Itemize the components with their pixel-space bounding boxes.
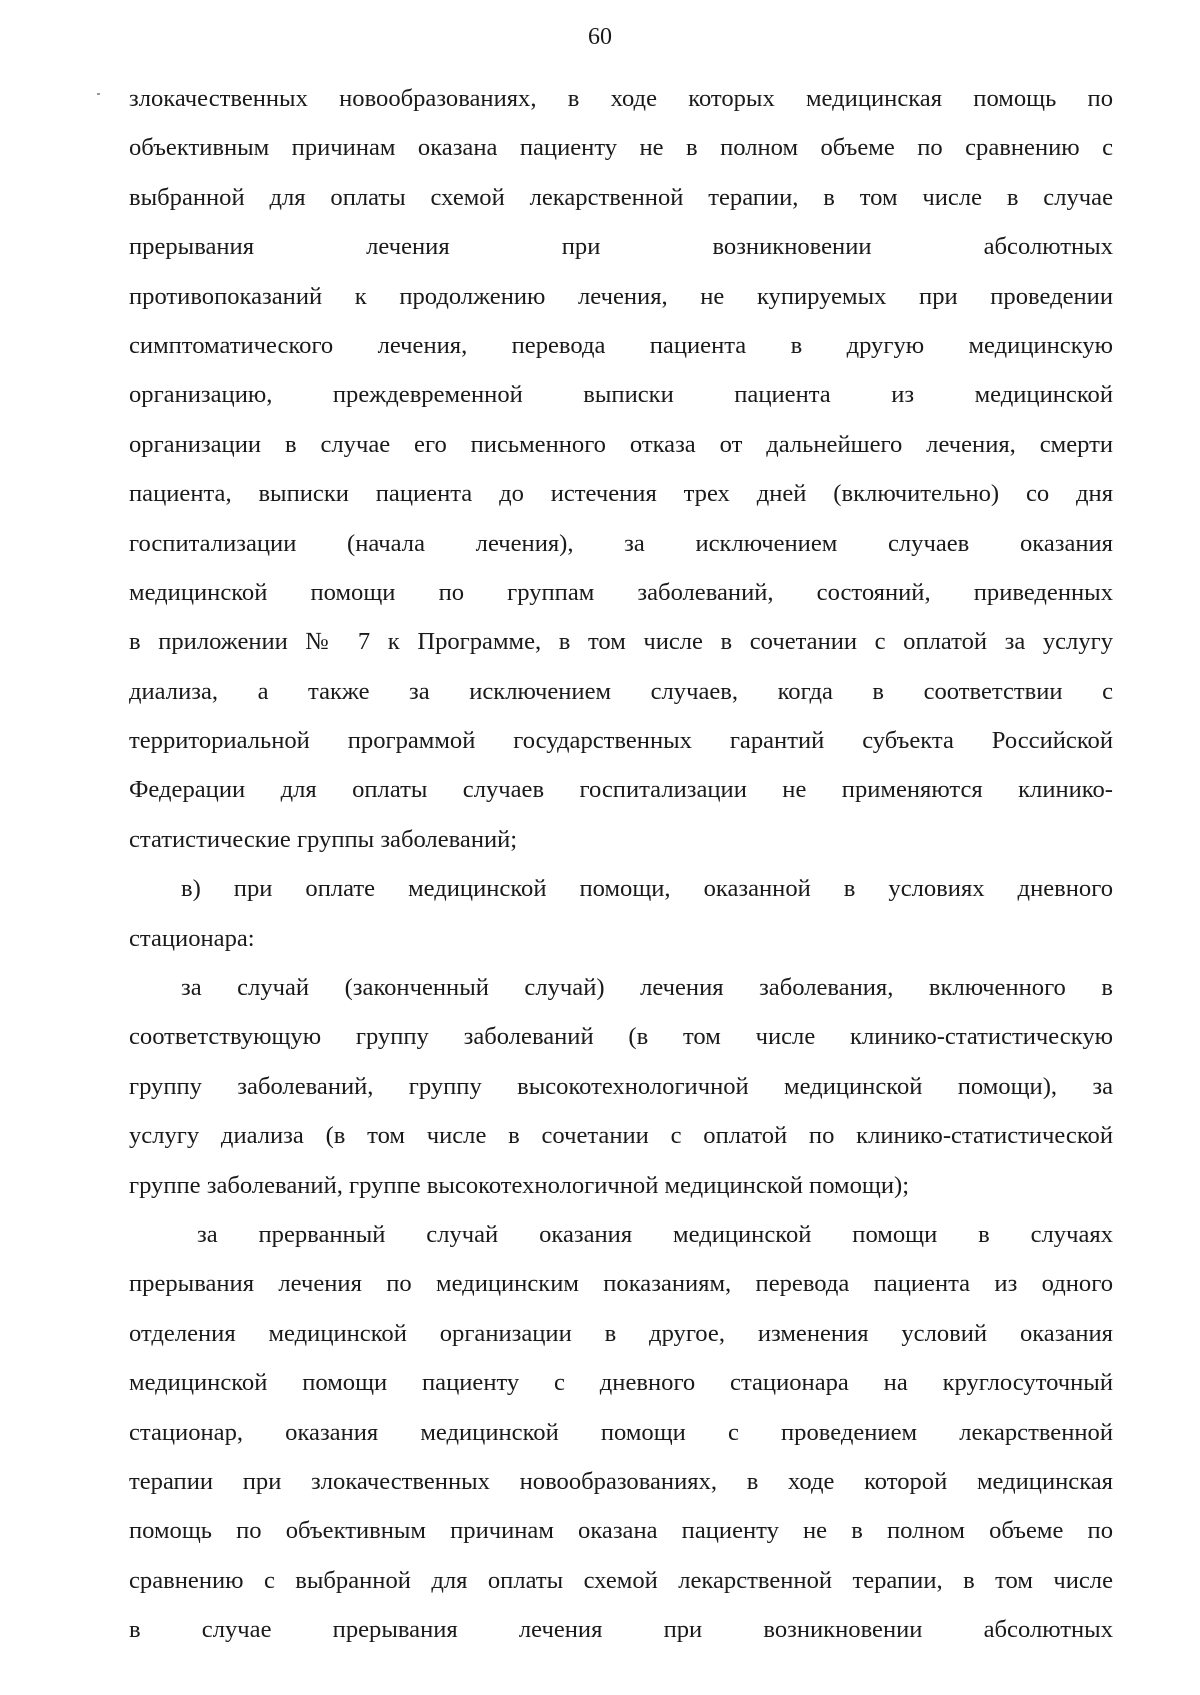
text-line: стационара: [129,924,255,952]
paragraph-interrupted-case [129,1210,1113,1655]
text-line: злокачественных новообразованиях, в ходе которых медицинская помощь по [129,85,1113,112]
text-line: Федерации для оплаты случаев госпитализации не применяются клинико- [129,776,1113,804]
text-line: объективным причинам оказана пациенту не в полном объеме по сравнению с [129,134,1113,162]
text-line: за случай (законченный случай) лечения заболевания, включенного в [181,974,1113,1002]
text-line: организации в случае его письменного отказа от дальнейшего лечения, смерти [129,430,1113,458]
text-line: медицинской помощи по группам заболеваний, состояний, приведенных [129,578,1113,606]
text-line: за прерванный случай оказания медицинской помощи в случаях [197,1220,1113,1248]
text-line: группе заболеваний, группе высокотехнологичной медицинской помощи); [129,1171,910,1199]
text-line: услугу диализа (в том числе в сочетании с оплатой по клинико-статистической [129,1122,1113,1150]
text-line: статистические группы заболеваний; [129,825,518,853]
document-body [129,74,1113,1655]
scan-artifact [97,93,100,95]
text-line: сравнению с выбранной для оплаты схемой лекарственной терапии, в том числе [129,1566,1113,1594]
text-line: выбранной для оплаты схемой лекарственной терапии, в том числе в случае [129,183,1113,211]
text-line: в приложении № 7 к Программе, в том числе в сочетании с оплатой за услугу [129,628,1113,656]
text-line: отделения медицинской организации в другое, изменения условий оказания [129,1319,1113,1347]
paragraph-item-v [129,864,1113,963]
text-line: помощь по объективным причинам оказана пациенту не в полном объеме по [129,1517,1113,1545]
text-line: терапии при злокачественных новообразованиях, в ходе которой медицинская [129,1467,1113,1495]
text-line: соответствующую группу заболеваний (в том числе клинико-статистическую [129,1023,1113,1051]
paragraph-completed-case [129,963,1113,1210]
paragraph-continuation [129,74,1113,864]
page-number: 60 [588,24,612,50]
text-line: стационар, оказания медицинской помощи с проведением лекарственной [129,1418,1113,1446]
text-line: прерывания лечения по медицинским показаниям, перевода пациента из одного [129,1270,1113,1298]
text-line: пациента, выписки пациента до истечения трех дней (включительно) со дня [129,480,1113,508]
text-line: медицинской помощи пациенту с дневного стационара на круглосуточный [129,1369,1113,1397]
text-line: группу заболеваний, группу высокотехнологичной медицинской помощи), за [129,1072,1113,1100]
text-line: симптоматического лечения, перевода пациента в другую медицинскую [129,331,1113,359]
text-line: прерывания лечения при возникновении абсолютных [129,233,1113,261]
text-line: диализа, а также за исключением случаев, когда в соответствии с [129,677,1113,705]
text-line: в случае прерывания лечения при возникновении абсолютных [129,1616,1113,1644]
text-line: в) при оплате медицинской помощи, оказанной в условиях дневного [181,875,1113,903]
text-line: госпитализации (начала лечения), за исключением случаев оказания [129,529,1113,557]
text-line: организацию, преждевременной выписки пациента из медицинской [129,381,1113,409]
text-line: противопоказаний к продолжению лечения, не купируемых при проведении [129,282,1113,310]
text-line: территориальной программой государственных гарантий субъекта Российской [129,727,1113,755]
